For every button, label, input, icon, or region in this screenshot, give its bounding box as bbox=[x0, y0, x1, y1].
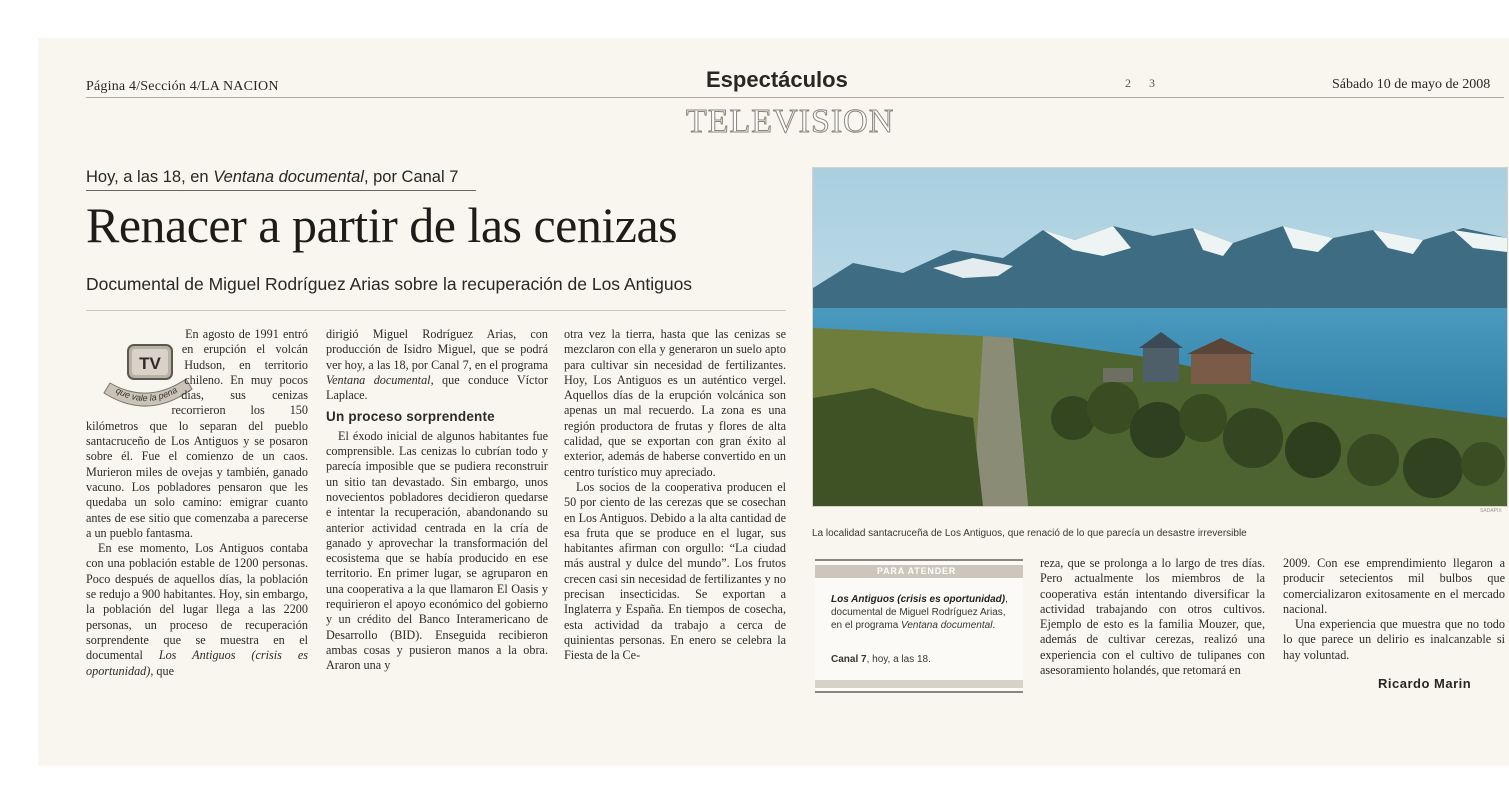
info-box-schedule bbox=[831, 654, 931, 665]
paragraph-9: Una experiencia que muestra que no todo lo que parece un delirio es inalcanzable si hay voluntad. bbox=[1283, 617, 1505, 662]
badge-tagline: que vale la pena bbox=[114, 384, 179, 404]
kicker-suffix: , por Canal 7 bbox=[363, 168, 459, 186]
photo-credit: SADAPIX bbox=[1480, 508, 1502, 514]
author-byline: Ricardo Marin bbox=[1378, 676, 1472, 691]
article-kicker bbox=[86, 168, 458, 187]
section-title: Espectáculos bbox=[706, 67, 848, 92]
paragraph-2 bbox=[86, 541, 308, 679]
info-box-desc-end: . bbox=[992, 620, 996, 631]
subhead-divider bbox=[86, 310, 786, 311]
info-box-time: , hoy, a las 18. bbox=[866, 654, 931, 665]
badge-letters: TV bbox=[139, 354, 161, 373]
paragraph-3 bbox=[326, 327, 548, 403]
info-box-desc: , documental de Miguel Rodríguez Arias, en el programa bbox=[831, 594, 1008, 631]
tv-badge bbox=[86, 331, 186, 415]
col2-p1-end: , que conduce Víctor Laplace. bbox=[326, 372, 549, 403]
kicker-program: Ventana documental bbox=[213, 168, 364, 186]
page-folio: Página 4/Sección 4/LA NACION bbox=[86, 79, 279, 94]
col1-p2-text: En ese momento, Los Antiguos contaba con una población estable de 1200 personas. Poco después de aquellos días, la población se redujo a 900 habitantes. Hoy, sin embargo, la población del lugar llega a las 2200 personas, un proceso de recuperación sorprendente que se muestra en el documental bbox=[86, 541, 308, 663]
paragraph-4: El éxodo inicial de algunos habitantes fue comprensible. Las cenizas lo cubrían todo y parecía imposible que se pudiera reconstruir un sitio tan devastado. Sin embargo, unos novecientos pobladores decidieron quedarse e intentar la recuperación, abandonando su anterior actividad centrada en la cría de ganado y aprovechar la transformación del ecosistema que se había producido en ese territorio. En primer lugar, se agruparon en una cooperativa a la que llamaron El Oasis y requirieron el apoyo económico del gobierno y un crédito del Banco Interamericano de Desarrollo (BID). Enseguida recibieron ambas cosas y pusieron manos a la obra. Araron una y bbox=[326, 428, 548, 673]
article-column-5 bbox=[1040, 556, 1265, 678]
col1-p2-end: , que bbox=[150, 663, 175, 678]
header-divider bbox=[86, 97, 1504, 98]
article-column-3 bbox=[564, 327, 786, 664]
info-box bbox=[815, 559, 1023, 693]
info-box-title: Los Antiguos (crisis es oportunidad) bbox=[831, 594, 1006, 605]
page-numbers: 2 3 bbox=[1125, 76, 1155, 90]
paragraph-7: reza, que se prolonga a lo largo de tres días. Pero actualmente los miembros de la cooperativa están intentando diversificar la actividad trabajando con otros cultivos. Ejemplo de esto es la familia Mouzer, que, además de cultivar cerezas, realizó una experiencia con el cultivo de tulipanes con asesoramiento holandés, que retomará en bbox=[1040, 556, 1265, 678]
paragraph-5: otra vez la tierra, hasta que las cenizas se mezclaron con ella y generaron un suelo apto para cultivar sin necesidad de fertilizantes. Hoy, Los Antiguos es un auténtico vergel. Aquellos días de la erupción volcánica son apenas un mal recuerdo. La zona es una región productora de frutas y flores de alta calidad, que se exportan con gran éxito al exterior, además de haberse convertido en un centro turístico muy apreciado. bbox=[564, 327, 786, 479]
article-headline: Renacer a partir de las cenizas bbox=[86, 197, 678, 253]
paragraph-8: 2009. Con ese emprendimiento llegaron a producir setecientos mil bulbos que comercializaron exitosamente en el mercado nacional. bbox=[1283, 556, 1505, 616]
issue-date: Sábado 10 de mayo de 2008 bbox=[1332, 77, 1491, 92]
article-column-6 bbox=[1283, 556, 1505, 663]
info-box-footer-bar bbox=[815, 680, 1023, 688]
article-column-1 bbox=[86, 327, 308, 679]
article-subhead: Documental de Miguel Rodríguez Arias sobre la recuperación de Los Antiguos bbox=[86, 274, 693, 294]
col2-p1-text: dirigió Miguel Rodríguez Arias, con producción de Isidro Miguel, que se podrá ver hoy, a las 18, por Canal 7, en el programa bbox=[326, 327, 548, 372]
article-column-2 bbox=[326, 327, 548, 674]
program-name: Ventana documental bbox=[326, 372, 431, 387]
kicker-prefix: Hoy, a las 18, en bbox=[86, 168, 214, 186]
paragraph-1 bbox=[86, 327, 308, 541]
article-photo bbox=[812, 167, 1508, 507]
television-banner: TELEVISION bbox=[686, 103, 895, 140]
info-box-channel: Canal 7 bbox=[831, 654, 867, 665]
documentary-title: Los Antiguos (crisis es oportunidad) bbox=[86, 648, 308, 678]
photo-caption: La localidad santacruceña de Los Antiguos, que renació de lo que parecía un desastre irreversible bbox=[812, 528, 1247, 539]
section-subtitle: Un proceso sorprendente bbox=[326, 409, 495, 425]
col1-p1-text: En agosto de 1991 entró en erupción el volcán Hudson, en territorio chileno. En muy pocos días, sus cenizas recorrieron los 150 kilómetros que lo separan del pueblo santacruceño de Los Antiguos y se posaron sobre él. Fue el comienzo de un caos. Murieron miles de ovejas y también, ganado vacuno. Los pobladores pensaron que les quedaba un solo camino: emigrar cuanto antes de ese sitio que comenzaba a parecerse a un pueblo fantasma. bbox=[86, 327, 308, 540]
info-box-label: PARA ATENDER bbox=[877, 566, 957, 576]
kicker-divider bbox=[86, 190, 476, 191]
landscape-photo bbox=[813, 168, 1507, 506]
info-box-description bbox=[831, 593, 1019, 632]
paragraph-6: Los socios de la cooperativa producen el 50 por ciento de las cerezas que se cosechan en Los Antiguos. Debido a la alta cantidad de esa fruta que se produce en el lugar, sus habitantes afirman con orgullo: “La ciudad más austral y dulce del mundo”. Los frutos crecen casi sin necesidad de fertilizantes y no precisan insecticidas. Se exportan a Inglaterra y España. En tiempos de cosecha, esta actividad da trabajo a cerca de quinientas personas. En enero se celebra la Fiesta de la Ce- bbox=[564, 479, 786, 663]
info-box-program: Ventana documental bbox=[901, 620, 993, 631]
